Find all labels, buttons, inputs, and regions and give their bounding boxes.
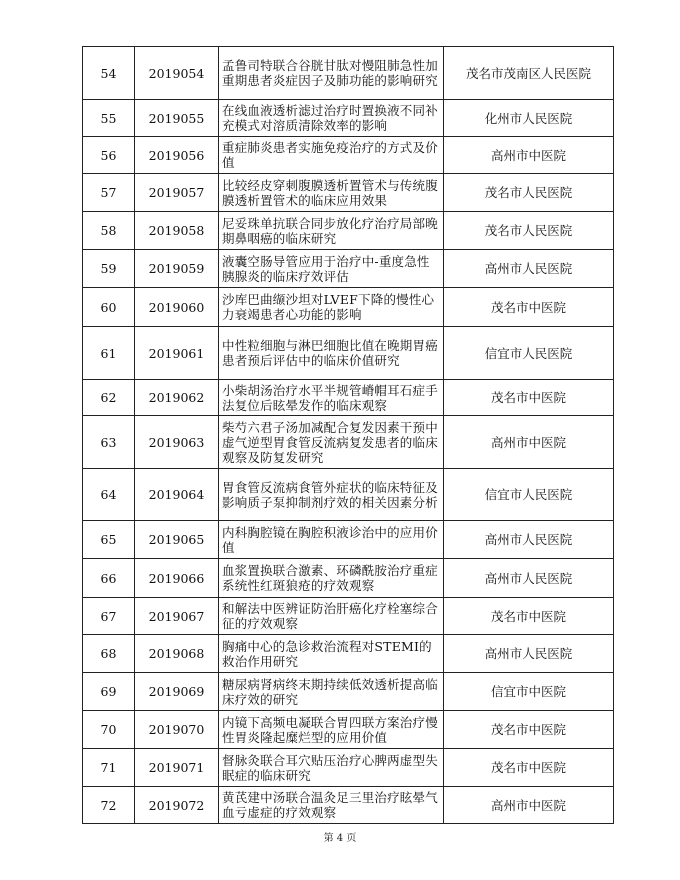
row-number: 60 <box>83 288 135 327</box>
project-code: 2019060 <box>135 288 219 327</box>
project-title: 内镜下高频电凝联合胃四联方案治疗慢性胃炎隆起糜烂型的应用价值 <box>219 711 444 749</box>
table-row <box>83 673 614 711</box>
project-title: 柴芍六君子汤加减配合复发因素干预中虚气逆型胃食管反流病复发患者的临床观察及防复发研究 <box>219 416 444 469</box>
hospital-name: 茂名市人民医院 <box>444 212 614 250</box>
row-number: 70 <box>83 711 135 749</box>
row-number: 64 <box>83 469 135 521</box>
table-row <box>83 787 614 824</box>
hospital-name: 茂名市茂南区人民医院 <box>444 47 614 100</box>
page-number: 第 4 页 <box>323 833 357 844</box>
table-row <box>83 212 614 250</box>
project-title: 小柴胡汤治疗水平半规管嵴帽耳石症手法复位后眩晕发作的临床观察 <box>219 380 444 416</box>
hospital-name: 信宜市人民医院 <box>444 327 614 380</box>
project-code: 2019055 <box>135 100 219 137</box>
project-code: 2019057 <box>135 174 219 212</box>
table-row <box>83 711 614 749</box>
project-title: 胃食管反流病食管外症状的临床特征及影响质子泵抑制剂疗效的相关因素分析 <box>219 469 444 521</box>
row-number: 65 <box>83 521 135 559</box>
project-title: 督脉灸联合耳穴贴压治疗心脾两虚型失眠症的临床研究 <box>219 749 444 787</box>
hospital-name: 信宜市人民医院 <box>444 469 614 521</box>
project-code: 2019062 <box>135 380 219 416</box>
project-code: 2019064 <box>135 469 219 521</box>
project-title: 中性粒细胞与淋巴细胞比值在晚期胃癌患者预后评估中的临床价值研究 <box>219 327 444 380</box>
project-code: 2019056 <box>135 137 219 174</box>
table-row <box>83 380 614 416</box>
row-number: 58 <box>83 212 135 250</box>
project-title: 和解法中医辨证防治肝癌化疗栓塞综合征的疗效观察 <box>219 598 444 635</box>
hospital-name: 高州市人民医院 <box>444 559 614 598</box>
table-row <box>83 100 614 137</box>
project-title: 液囊空肠导管应用于治疗中-重度急性胰腺炎的临床疗效评估 <box>219 250 444 288</box>
project-code: 2019061 <box>135 327 219 380</box>
project-code: 2019069 <box>135 673 219 711</box>
hospital-name: 茂名市中医院 <box>444 288 614 327</box>
project-title: 糖尿病肾病终末期持续低效透析提高临床疗效的研究 <box>219 673 444 711</box>
project-title: 孟鲁司特联合谷胱甘肽对慢阻肺急性加重期患者炎症因子及肺功能的影响研究 <box>219 47 444 100</box>
table-row <box>83 559 614 598</box>
project-code: 2019071 <box>135 749 219 787</box>
project-code: 2019070 <box>135 711 219 749</box>
table-row <box>83 416 614 469</box>
hospital-name: 高州市中医院 <box>444 787 614 824</box>
project-title: 在线血液透析滤过治疗时置换液不同补充模式对溶质清除效率的影响 <box>219 100 444 137</box>
table-row <box>83 521 614 559</box>
row-number: 62 <box>83 380 135 416</box>
hospital-name: 茂名市中医院 <box>444 749 614 787</box>
hospital-name: 化州市人民医院 <box>444 100 614 137</box>
row-number: 55 <box>83 100 135 137</box>
project-code: 2019063 <box>135 416 219 469</box>
table-row <box>83 47 614 100</box>
row-number: 61 <box>83 327 135 380</box>
hospital-name: 信宜市中医院 <box>444 673 614 711</box>
row-number: 71 <box>83 749 135 787</box>
project-code: 2019058 <box>135 212 219 250</box>
project-title: 重症肺炎患者实施免疫治疗的方式及价值 <box>219 137 444 174</box>
row-number: 66 <box>83 559 135 598</box>
hospital-name: 高州市人民医院 <box>444 250 614 288</box>
table-row <box>83 288 614 327</box>
table-row <box>83 250 614 288</box>
project-code: 2019067 <box>135 598 219 635</box>
hospital-name: 高州市人民医院 <box>444 521 614 559</box>
project-table <box>82 46 614 824</box>
row-number: 56 <box>83 137 135 174</box>
project-title: 血浆置换联合激素、环磷酰胺治疗重症系统性红斑狼疮的疗效观察 <box>219 559 444 598</box>
hospital-name: 茂名市中医院 <box>444 711 614 749</box>
row-number: 63 <box>83 416 135 469</box>
project-title: 沙库巴曲缬沙坦对LVEF下降的慢性心力衰竭患者心功能的影响 <box>219 288 444 327</box>
row-number: 72 <box>83 787 135 824</box>
table-row <box>83 174 614 212</box>
project-title: 内科胸腔镜在胸腔积液诊治中的应用价值 <box>219 521 444 559</box>
row-number: 59 <box>83 250 135 288</box>
table-row <box>83 635 614 673</box>
project-code: 2019066 <box>135 559 219 598</box>
row-number: 54 <box>83 47 135 100</box>
project-code: 2019072 <box>135 787 219 824</box>
hospital-name: 茂名市中医院 <box>444 598 614 635</box>
table-row <box>83 749 614 787</box>
table-row <box>83 598 614 635</box>
project-title: 黄芪建中汤联合温灸足三里治疗眩晕气血亏虚症的疗效观察 <box>219 787 444 824</box>
hospital-name: 高州市中医院 <box>444 416 614 469</box>
project-code: 2019065 <box>135 521 219 559</box>
hospital-name: 茂名市中医院 <box>444 380 614 416</box>
project-code: 2019068 <box>135 635 219 673</box>
hospital-name: 高州市人民医院 <box>444 635 614 673</box>
project-code: 2019054 <box>135 47 219 100</box>
row-number: 67 <box>83 598 135 635</box>
row-number: 68 <box>83 635 135 673</box>
project-title: 胸痛中心的急诊救治流程对STEMI的救治作用研究 <box>219 635 444 673</box>
hospital-name: 高州市中医院 <box>444 137 614 174</box>
row-number: 69 <box>83 673 135 711</box>
project-code: 2019059 <box>135 250 219 288</box>
project-title: 比较经皮穿刺腹膜透析置管术与传统腹膜透析置管术的临床应用效果 <box>219 174 444 212</box>
table-row <box>83 137 614 174</box>
table-row <box>83 469 614 521</box>
table-row <box>83 327 614 380</box>
hospital-name: 茂名市人民医院 <box>444 174 614 212</box>
row-number: 57 <box>83 174 135 212</box>
project-title: 尼妥珠单抗联合同步放化疗治疗局部晚期鼻咽癌的临床研究 <box>219 212 444 250</box>
